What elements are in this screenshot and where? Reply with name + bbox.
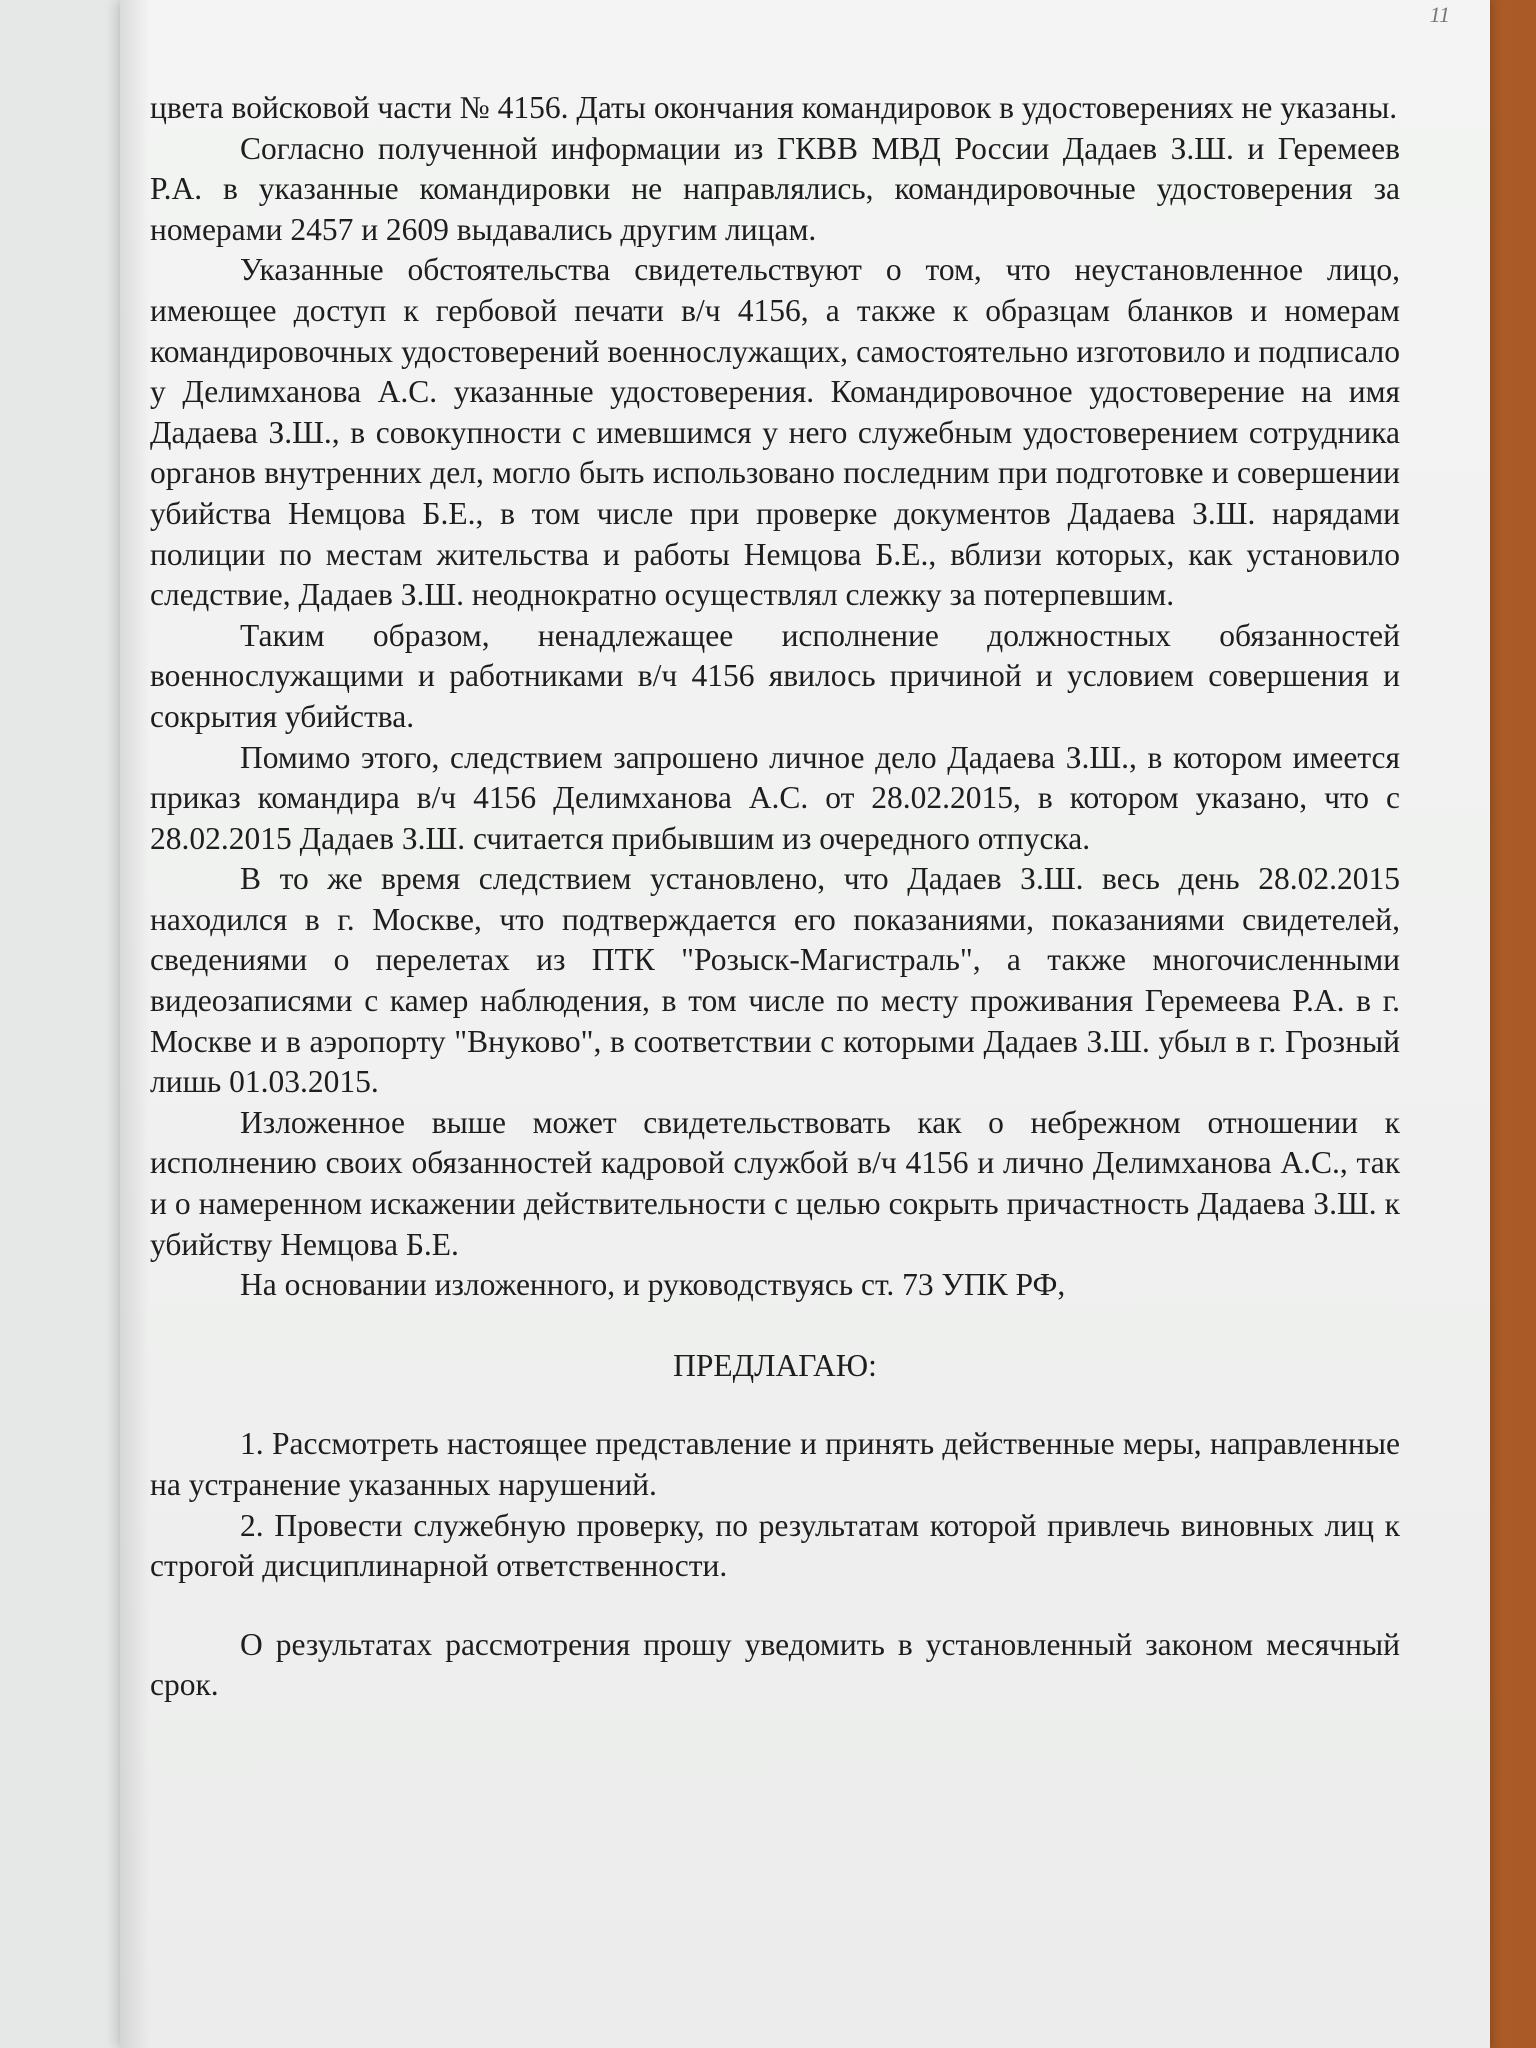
- proposal-item-2: 2. Провести служебную проверку, по результатам которой привлечь виновных лиц к строгой дисциплинарной ответственности.: [150, 1507, 1400, 1584]
- paragraph-8: На основании изложенного, и руководствуясь ст. 73 УПК РФ,: [240, 1267, 1066, 1303]
- paragraph-6: В то же время следствием установлено, что Дадаев З.Ш. весь день 28.02.2015 находился в г. Москве, что подтверждается его показаниями, показаниями свидетелей, сведениями о перелетах из ПТК "Розыск-Магистраль", а также многочисленными видеозаписями с камер наблюдения, в том числе по месту проживания Геремеева Р.А. в г. Москве и в аэропорту "Внуково", в соответствии с которыми Дадаев З.Ш. убыл в г. Грозный лишь 01.03.2015.: [150, 861, 1400, 1100]
- page-fold-shadow: [120, 0, 150, 2048]
- paragraph-4: Таким образом, ненадлежащее исполнение должностных обязанностей военнослужащими и работниками в/ч 4156 явилось причиной и условием совершения и сокрытия убийства.: [150, 617, 1400, 734]
- document-page: [120, 0, 1490, 2048]
- paragraph-7: Изложенное выше может свидетельствовать как о небрежном отношении к исполнению своих обязанностей кадровой службой в/ч 4156 и лично Делимханова А.С., так и о намеренном искажении действительности с целью сокрыть причастность Дадаева З.Ш. к убийству Немцова Б.Е.: [150, 1104, 1400, 1262]
- proposal-item-1: 1. Рассмотреть настоящее представление и принять действенные меры, направленные на устранение указанных нарушений.: [150, 1426, 1400, 1502]
- paragraph-3: Указанные обстоятельства свидетельствуют о том, что неустановленное лицо, имеющее доступ к гербовой печати в/ч 4156, а также к образцам бланков и номерам командировочных удостоверений военнослужащих, самостоятельно изготовило и подписало у Делимханова А.С. указанные удостоверения. Командировочное удостоверение на имя Дадаева З.Ш., в совокупности с имевшимся у него служебным удостоверением сотрудника органов внутренних дел, могло быть использовано последним при подготовке и совершении убийства Немцова Б.Е., в том числе при проверке документов Дадаева З.Ш. нарядами полиции по местам жительства и работы Немцова Б.Е., вблизи которых, как установило следствие, Дадаев З.Ш. неоднократно осуществлял слежку за потерпевшим.: [150, 252, 1400, 613]
- closing-paragraph: О результатах рассмотрения прошу уведомить в установленный законом месячный срок.: [150, 1626, 1400, 1703]
- proposal-heading: ПРЕДЛАГАЮ:: [673, 1347, 877, 1383]
- paragraph-1: цвета войсковой части № 4156. Даты окончания командировок в удостоверениях не указаны.: [150, 90, 1398, 125]
- document-body: [150, 88, 1400, 1706]
- page-number: 11: [1429, 2, 1450, 27]
- paragraph-2: Согласно полученной информации из ГКВВ МВД России Дадаев З.Ш. и Геремеев Р.А. в указанные командировки не направлялись, командировочные удостоверения за номерами 2457 и 2609 выдавались другим лицам.: [150, 130, 1400, 247]
- paragraph-5: Помимо этого, следствием запрошено личное дело Дадаева З.Ш., в котором имеется приказ командира в/ч 4156 Делимханова А.С. от 28.02.2015, в котором указано, что с 28.02.2015 Дадаев З.Ш. считается прибывшим из очередного отпуска.: [150, 739, 1400, 856]
